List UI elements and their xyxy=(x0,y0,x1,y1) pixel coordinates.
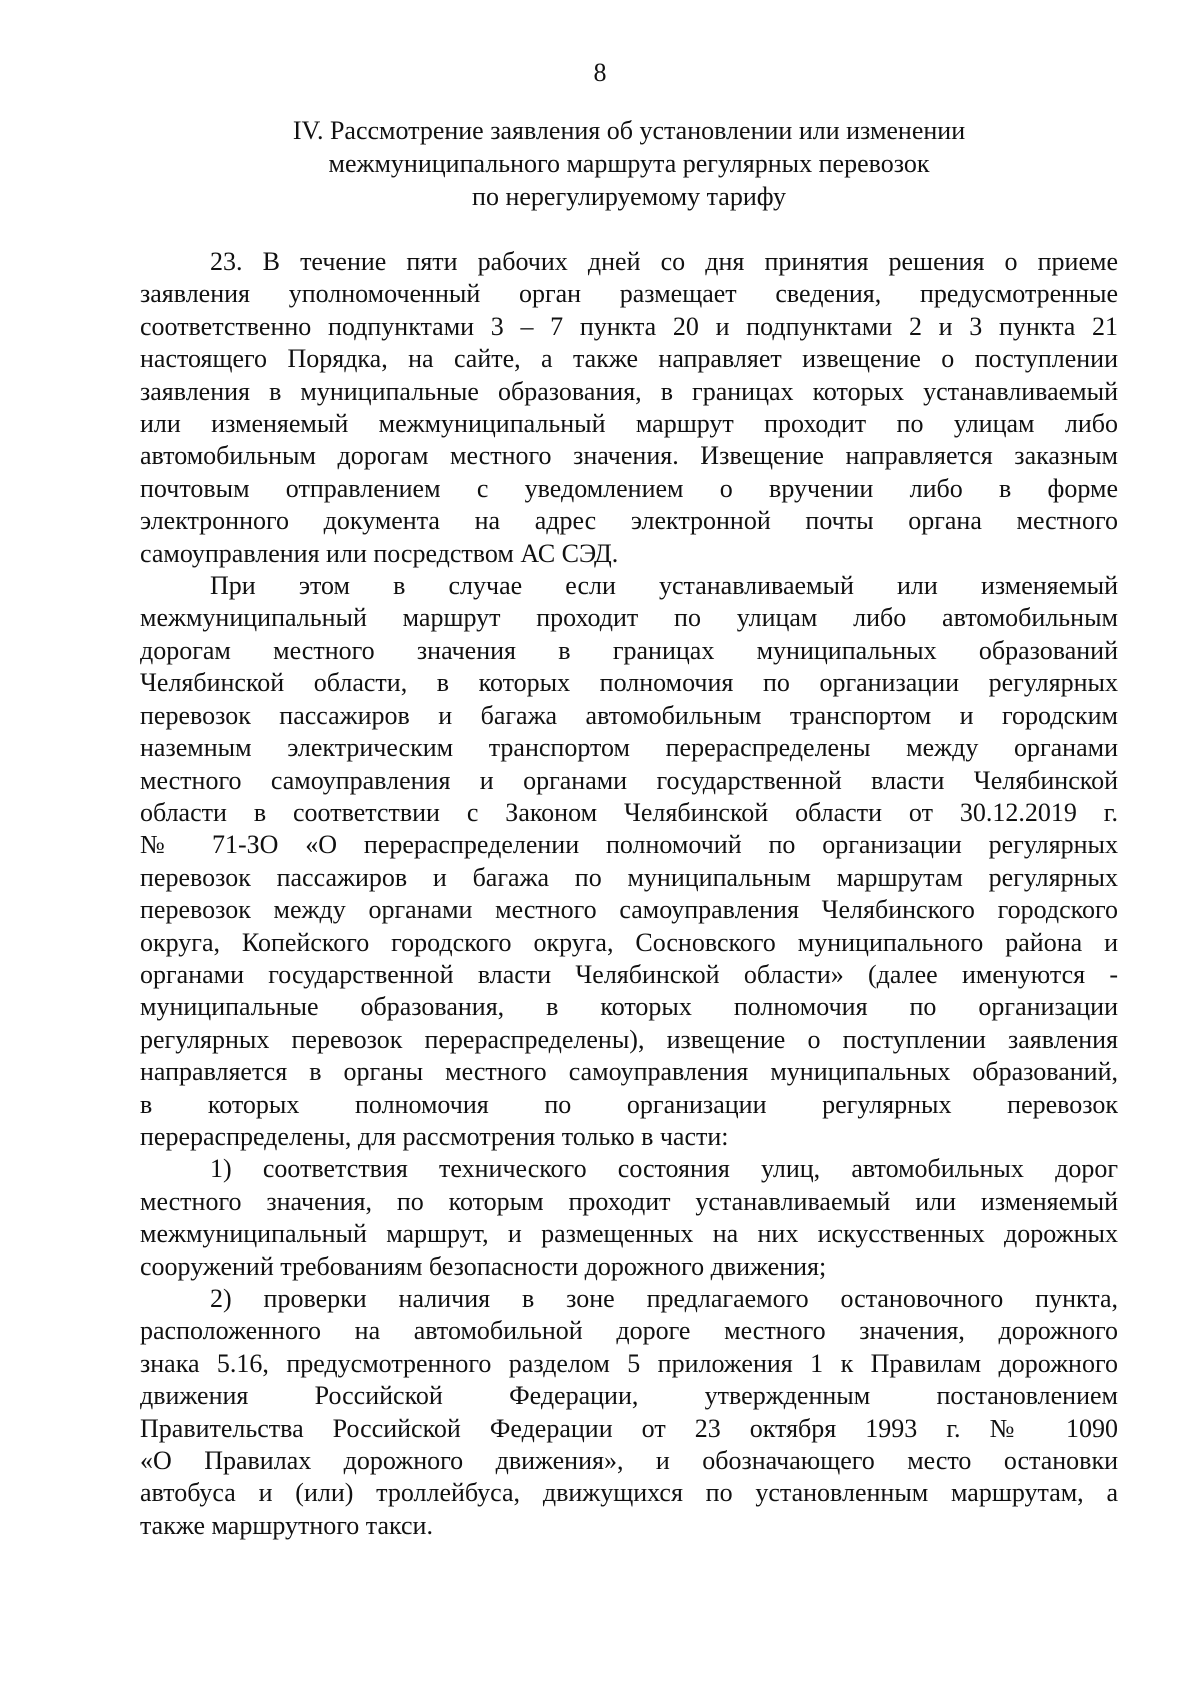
text-line: местного самоуправления и органами государственной власти Челябинской xyxy=(140,765,1118,795)
text-line: «О Правилах дорожного движения», и обозначающего место остановки xyxy=(140,1446,1118,1476)
text-line: местного значения, по которым проходит устанавливаемый или изменяемый xyxy=(140,1186,1118,1216)
text-line: муниципальные образования, в которых полномочия по организации xyxy=(140,992,1118,1022)
text-line: движения Российской Федерации, утвержденным постановлением xyxy=(140,1381,1118,1411)
section-heading xyxy=(140,114,1118,213)
heading-line: по нерегулируемому тарифу xyxy=(472,182,786,211)
text-line: сооружений требованиям безопасности дорожного движения; xyxy=(140,1251,827,1281)
text-line: наземным электрическим транспортом перераспределены между органами xyxy=(140,733,1118,763)
text-line: 23. В течение пяти рабочих дней со дня принятия решения о приеме xyxy=(210,247,1118,276)
text-line: области в соответствии с Законом Челябинской области от 30.12.2019 г. xyxy=(140,797,1118,827)
text-line: межмуниципальный маршрут, и размещенных на них искусственных дорожных xyxy=(140,1219,1118,1249)
text-line: органами государственной власти Челябинской области» (далее именуются - xyxy=(140,959,1118,989)
page-number: 8 xyxy=(593,58,607,87)
text-line: перевозок между органами местного самоуправления Челябинского городского xyxy=(140,895,1118,925)
text-line: автомобильным дорогам местного значения. Извещение направляется заказным xyxy=(140,441,1118,471)
document-body xyxy=(140,246,1118,1542)
text-line: самоуправления или посредством АС СЭД. xyxy=(140,538,619,568)
paragraph-notification xyxy=(140,570,1118,1153)
text-line: в которых полномочия по организации регулярных перевозок xyxy=(140,1089,1118,1119)
text-line: расположенного на автомобильной дороге местного значения, дорожного xyxy=(140,1316,1118,1346)
text-line: округа, Копейского городского округа, Сосновского муниципального района и xyxy=(140,927,1118,957)
heading-line: IV. Рассмотрение заявления об установлении или изменении xyxy=(292,116,966,145)
text-line: знака 5.16, предусмотренного разделом 5 приложения 1 к Правилам дорожного xyxy=(140,1348,1118,1378)
text-line: автобуса и (или) троллейбуса, движущихся по установленным маршрутам, а xyxy=(140,1478,1118,1508)
text-line: межмуниципальный маршрут проходит по улицам либо автомобильным xyxy=(140,603,1118,633)
text-line: регулярных перевозок перераспределены), извещение о поступлении заявления xyxy=(140,1024,1118,1054)
text-line: 2) проверки наличия в зоне предлагаемого остановочного пункта, xyxy=(210,1284,1118,1313)
list-item-1 xyxy=(140,1153,1118,1283)
text-line: перевозок пассажиров и багажа по муниципальным маршрутам регулярных xyxy=(140,862,1118,892)
text-line: При этом в случае если устанавливаемый или изменяемый xyxy=(210,571,1118,601)
text-line: дорогам местного значения в границах муниципальных образований xyxy=(140,635,1118,665)
paragraph-23 xyxy=(140,246,1118,570)
list-item-2 xyxy=(140,1283,1118,1542)
text-line: заявления в муниципальные образования, в границах которых устанавливаемый xyxy=(140,376,1118,406)
text-line: Челябинской области, в которых полномочия по организации регулярных xyxy=(140,668,1118,698)
heading-line: межмуниципального маршрута регулярных перевозок xyxy=(328,149,930,178)
text-line: направляется в органы местного самоуправления муниципальных образований, xyxy=(140,1057,1118,1087)
text-line: перераспределены, для рассмотрения только в части: xyxy=(140,1121,729,1151)
text-line: соответственно подпунктами 3 – 7 пункта 20 и подпунктами 2 и 3 пункта 21 xyxy=(140,311,1118,341)
text-line: или изменяемый межмуниципальный маршрут проходит по улицам либо xyxy=(140,409,1118,439)
text-line: 1) соответствия технического состояния улиц, автомобильных дорог xyxy=(210,1154,1118,1184)
text-line: настоящего Порядка, на сайте, а также направляет извещение о поступлении xyxy=(140,344,1118,374)
text-line: также маршрутного такси. xyxy=(140,1510,433,1540)
text-line: электронного документа на адрес электронной почты органа местного xyxy=(140,506,1118,536)
text-line: перевозок пассажиров и багажа автомобильным транспортом и городским xyxy=(140,700,1118,730)
text-line: почтовым отправлением с уведомлением о вручении либо в форме xyxy=(140,473,1118,503)
text-line: заявления уполномоченный орган размещает сведения, предусмотренные xyxy=(140,279,1118,309)
text-line: № 71-ЗО «О перераспределении полномочий по организации регулярных xyxy=(140,830,1118,860)
text-line: Правительства Российской Федерации от 23 октября 1993 г. № 1090 xyxy=(140,1413,1118,1443)
